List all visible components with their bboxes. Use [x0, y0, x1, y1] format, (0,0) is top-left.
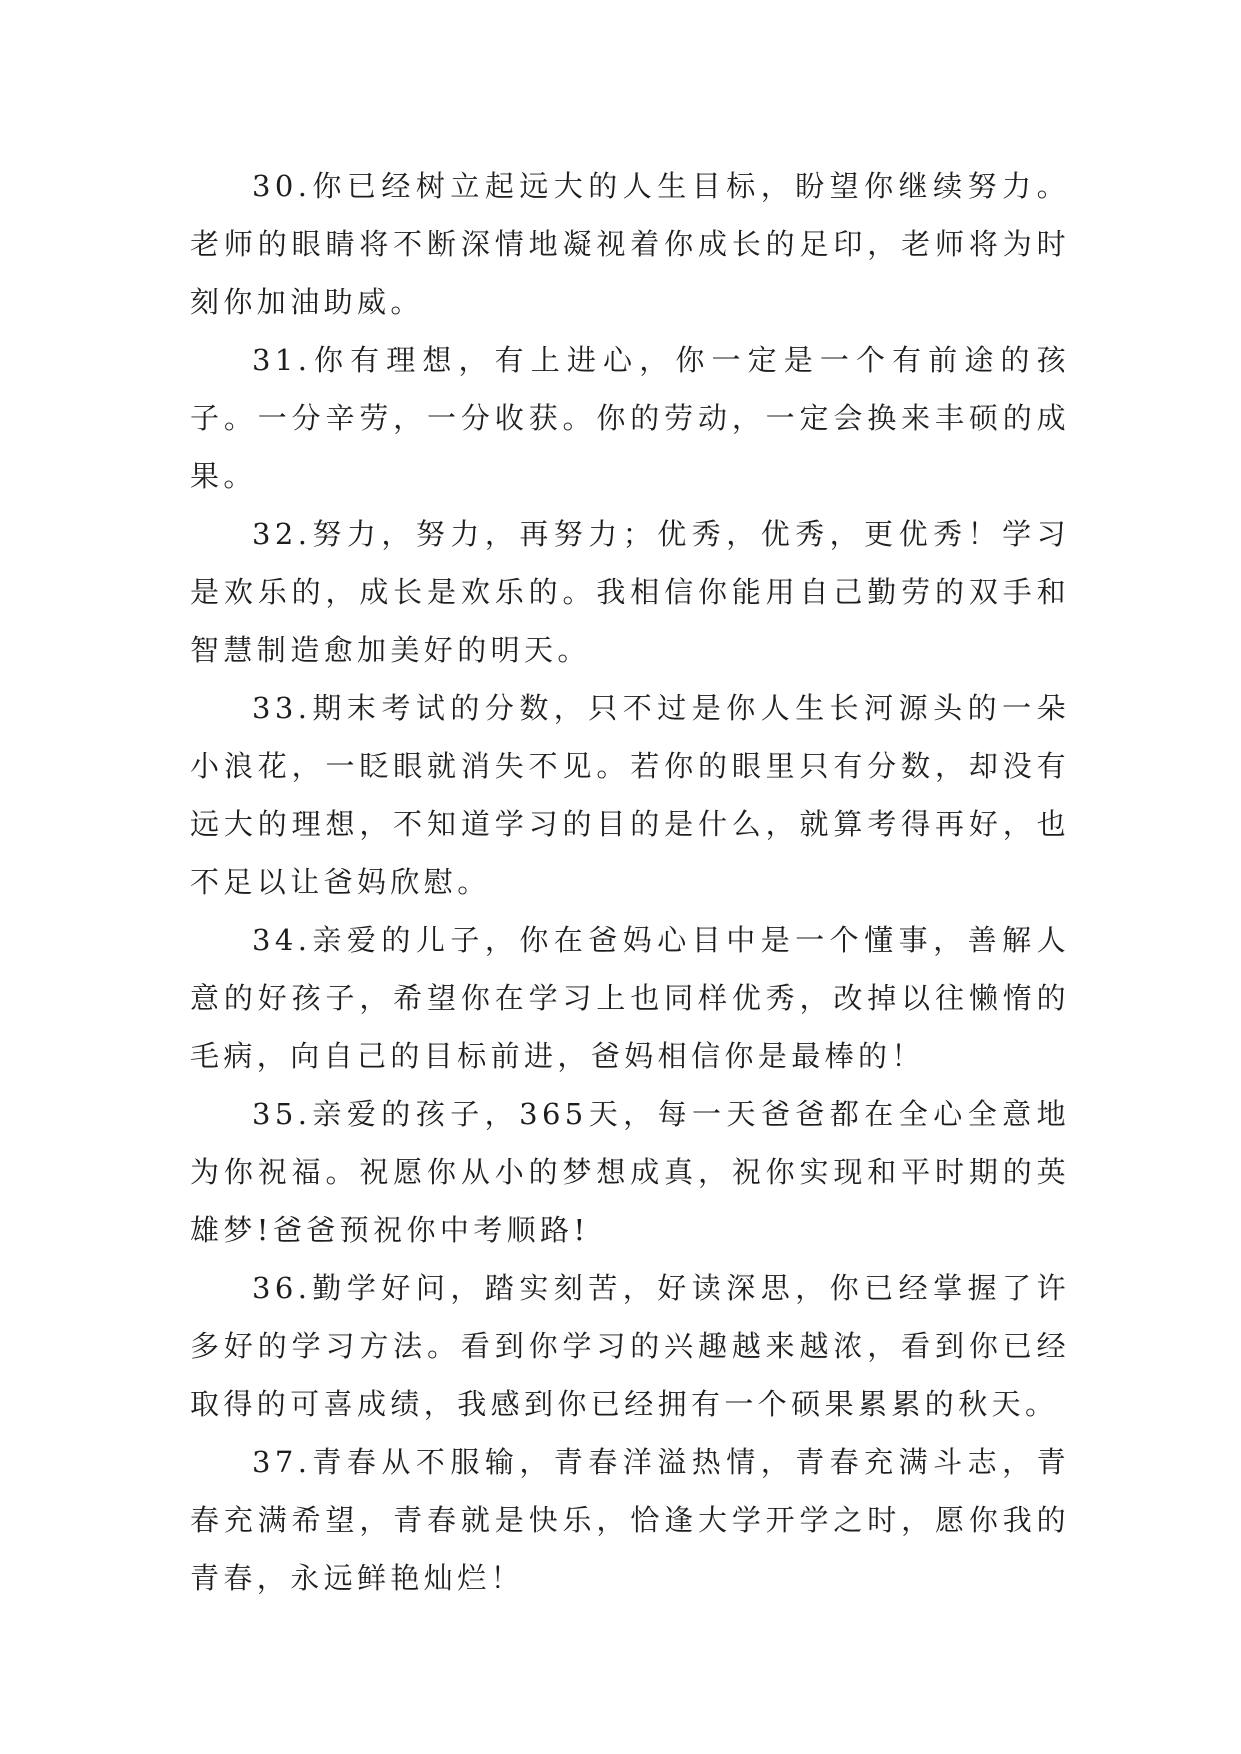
- paragraph-35: 35.亲爱的孩子，365天，每一天爸爸都在全心全意地为你祝福。祝愿你从小的梦想成真，祝你实现和平时期的英雄梦!爸爸预祝你中考顺路!: [190, 1097, 1070, 1247]
- document-body: [190, 157, 1070, 1607]
- paragraph-32: 32.努力，努力，再努力；优秀，优秀，更优秀！学习是欢乐的，成长是欢乐的。我相信你能用自己勤劳的双手和智慧制造愈加美好的明天。: [190, 517, 1070, 667]
- paragraph-37: 37.青春从不服输，青春洋溢热情，青春充满斗志，青春充满希望，青春就是快乐，恰逢大学开学之时，愿你我的青春，永远鲜艳灿烂！: [190, 1445, 1070, 1595]
- paragraph-31: 31.你有理想，有上进心，你一定是一个有前途的孩子。一分辛劳，一分收获。你的劳动，一定会换来丰硕的成果。: [190, 343, 1070, 493]
- paragraph-33: 33.期末考试的分数，只不过是你人生长河源头的一朵小浪花，一眨眼就消失不见。若你的眼里只有分数，却没有远大的理想，不知道学习的目的是什么，就算考得再好，也不足以让爸妈欣慰。: [190, 691, 1070, 899]
- paragraph-30: 30.你已经树立起远大的人生目标，盼望你继续努力。老师的眼睛将不断深情地凝视着你成长的足印，老师将为时刻你加油助威。: [190, 169, 1070, 319]
- paragraph-34: 34.亲爱的儿子，你在爸妈心目中是一个懂事，善解人意的好孩子，希望你在学习上也同样优秀，改掉以往懒惰的毛病，向自己的目标前进，爸妈相信你是最棒的！: [190, 923, 1070, 1073]
- paragraph-36: 36.勤学好问，踏实刻苦，好读深思，你已经掌握了许多好的学习方法。看到你学习的兴趣越来越浓，看到你已经取得的可喜成绩，我感到你已经拥有一个硕果累累的秋天。: [190, 1271, 1070, 1421]
